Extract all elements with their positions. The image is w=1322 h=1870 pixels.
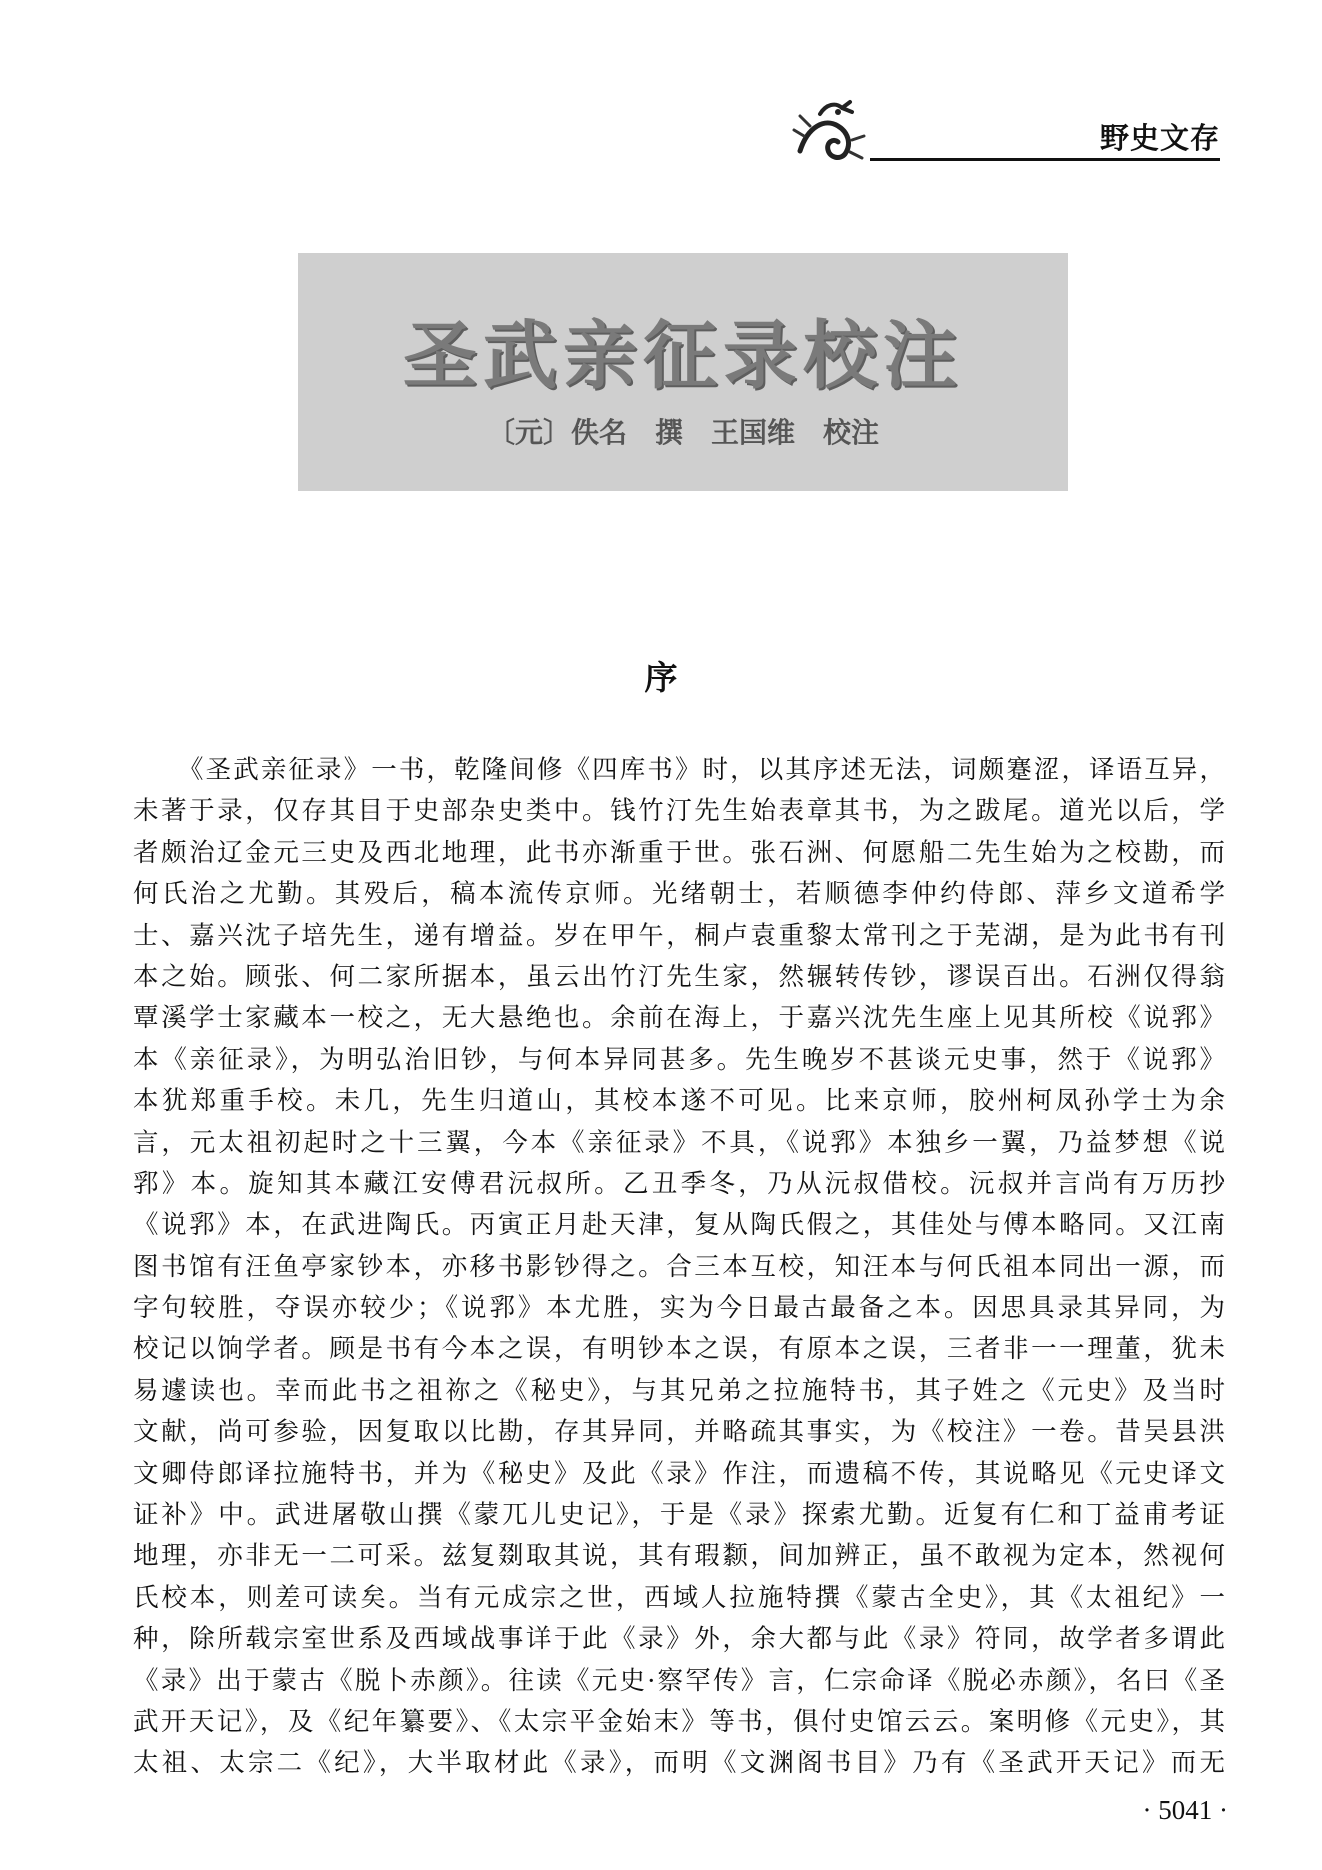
author-byline: 〔元〕佚名 撰 王国维 校注 xyxy=(486,416,879,449)
text-line: 未著于录，仅存其目于史部杂史类中。钱竹汀先生始表章其书，为之跋尾。道光以后，学 xyxy=(133,796,1225,827)
section-heading: 序 xyxy=(644,658,678,697)
text-line: 易遽读也。幸而此书之祖祢之《秘史》，与其兄弟之拉施特书，其子姓之《元史》及当时 xyxy=(133,1375,1225,1406)
text-line: 种，除所载宗室世系及西域战事详于此《录》外，余大都与此《录》符同，故学者多谓此 xyxy=(133,1624,1225,1655)
text-line: 士、嘉兴沈子培先生，递有增益。岁在甲午，桐卢袁重黎太常刊之于芜湖，是为此书有刊 xyxy=(133,920,1225,951)
book-title: 圣武亲征录校注 xyxy=(403,313,963,399)
text-line: 本《亲征录》，为明弘治旧钞，与何本异同甚多。先生晚岁不甚谈元史事，然于《说郛》 xyxy=(133,1044,1225,1075)
text-line: 地理，亦非无一二可采。兹复剟取其说，其有瑕颣，间加辨正，虽不敢视为定本，然视何 xyxy=(133,1541,1225,1572)
page-number: · 5041 · xyxy=(1142,1795,1228,1825)
text-line: 字句较胜，夺误亦较少；《说郛》本尤胜，实为今日最古最备之本。因思具录其异同，为 xyxy=(133,1293,1225,1324)
text-line: 图书馆有汪鱼亭家钞本，亦移书影钞得之。合三本互校，知汪本与何氏祖本同出一源，而 xyxy=(133,1251,1225,1282)
text-line: 证补》中。武进屠敬山撰《蒙兀儿史记》，于是《录》探索尤勤。近复有仁和丁益甫考证 xyxy=(133,1500,1225,1531)
text-line: 《录》出于蒙古《脱卜赤颜》。往读《元史·察罕传》言，仁宗命译《脱必赤颜》，名曰《圣 xyxy=(133,1665,1225,1696)
text-line: 《圣武亲征录》一书，乾隆间修《四库书》时，以其序述无法，词颇蹇涩，译语互异， xyxy=(178,755,1225,785)
body-text xyxy=(133,750,1225,1785)
text-line: 言，元太祖初起时之十三翼，今本《亲征录》不具，《说郛》本独乡一翼，乃益梦想《说 xyxy=(133,1127,1225,1158)
text-line: 本之始。顾张、何二家所据本，虽云出竹汀先生家，然辗转传钞，谬误百出。石洲仅得翁 xyxy=(133,961,1225,992)
text-line: 《说郛》本，在武进陶氏。丙寅正月赴天津，复从陶氏假之，其佳处与傅本略同。又江南 xyxy=(133,1210,1225,1241)
text-line: 郛》本。旋知其本藏江安傅君沅叔所。乙丑季冬，乃从沅叔借校。沅叔并言尚有万历抄 xyxy=(133,1168,1225,1199)
dragon-emblem-icon xyxy=(790,96,870,166)
text-line: 何氏治之尤勤。其殁后，稿本流传京师。光绪朝士，若顺德李仲约侍郎、萍乡文道希学 xyxy=(133,879,1225,910)
text-line: 文卿侍郎译拉施特书，并为《秘史》及此《录》作注，而遗稿不传，其说略见《元史译文 xyxy=(133,1458,1225,1489)
text-line: 武开天记》，及《纪年纂要》、《太宗平金始末》等书，俱付史馆云云。案明修《元史》，其 xyxy=(133,1706,1225,1737)
text-line: 覃溪学士家藏本一校之，无大悬绝也。余前在海上，于嘉兴沈先生座上见其所校《说郛》 xyxy=(133,1003,1225,1034)
text-line: 太祖、太宗二《纪》，大半取材此《录》，而明《文渊阁书目》乃有《圣武开天记》而无 xyxy=(133,1748,1225,1779)
text-line: 校记以饷学者。顾是书有今本之误，有明钞本之误，有原本之误，三者非一一理董，犹未 xyxy=(133,1334,1225,1365)
header-rule xyxy=(870,158,1220,161)
text-line: 者颇治辽金元三史及西北地理，此书亦渐重于世。张石洲、何愿船二先生始为之校勘，而 xyxy=(133,837,1225,868)
text-line: 本犹郑重手校。未几，先生归道山，其校本遂不可见。比来京师，胶州柯凤孙学士为余 xyxy=(133,1086,1225,1117)
running-header xyxy=(790,96,1220,166)
title-box xyxy=(298,253,1068,491)
text-line: 文献，尚可参验，因复取以比勘，存其异同，并略疏其事实，为《校注》一卷。昔吴县洪 xyxy=(133,1417,1225,1448)
series-title: 野史文存 xyxy=(1099,121,1220,155)
text-line: 氏校本，则差可读矣。当有元成宗之世，西域人拉施特撰《蒙古全史》，其《太祖纪》一 xyxy=(133,1582,1225,1613)
